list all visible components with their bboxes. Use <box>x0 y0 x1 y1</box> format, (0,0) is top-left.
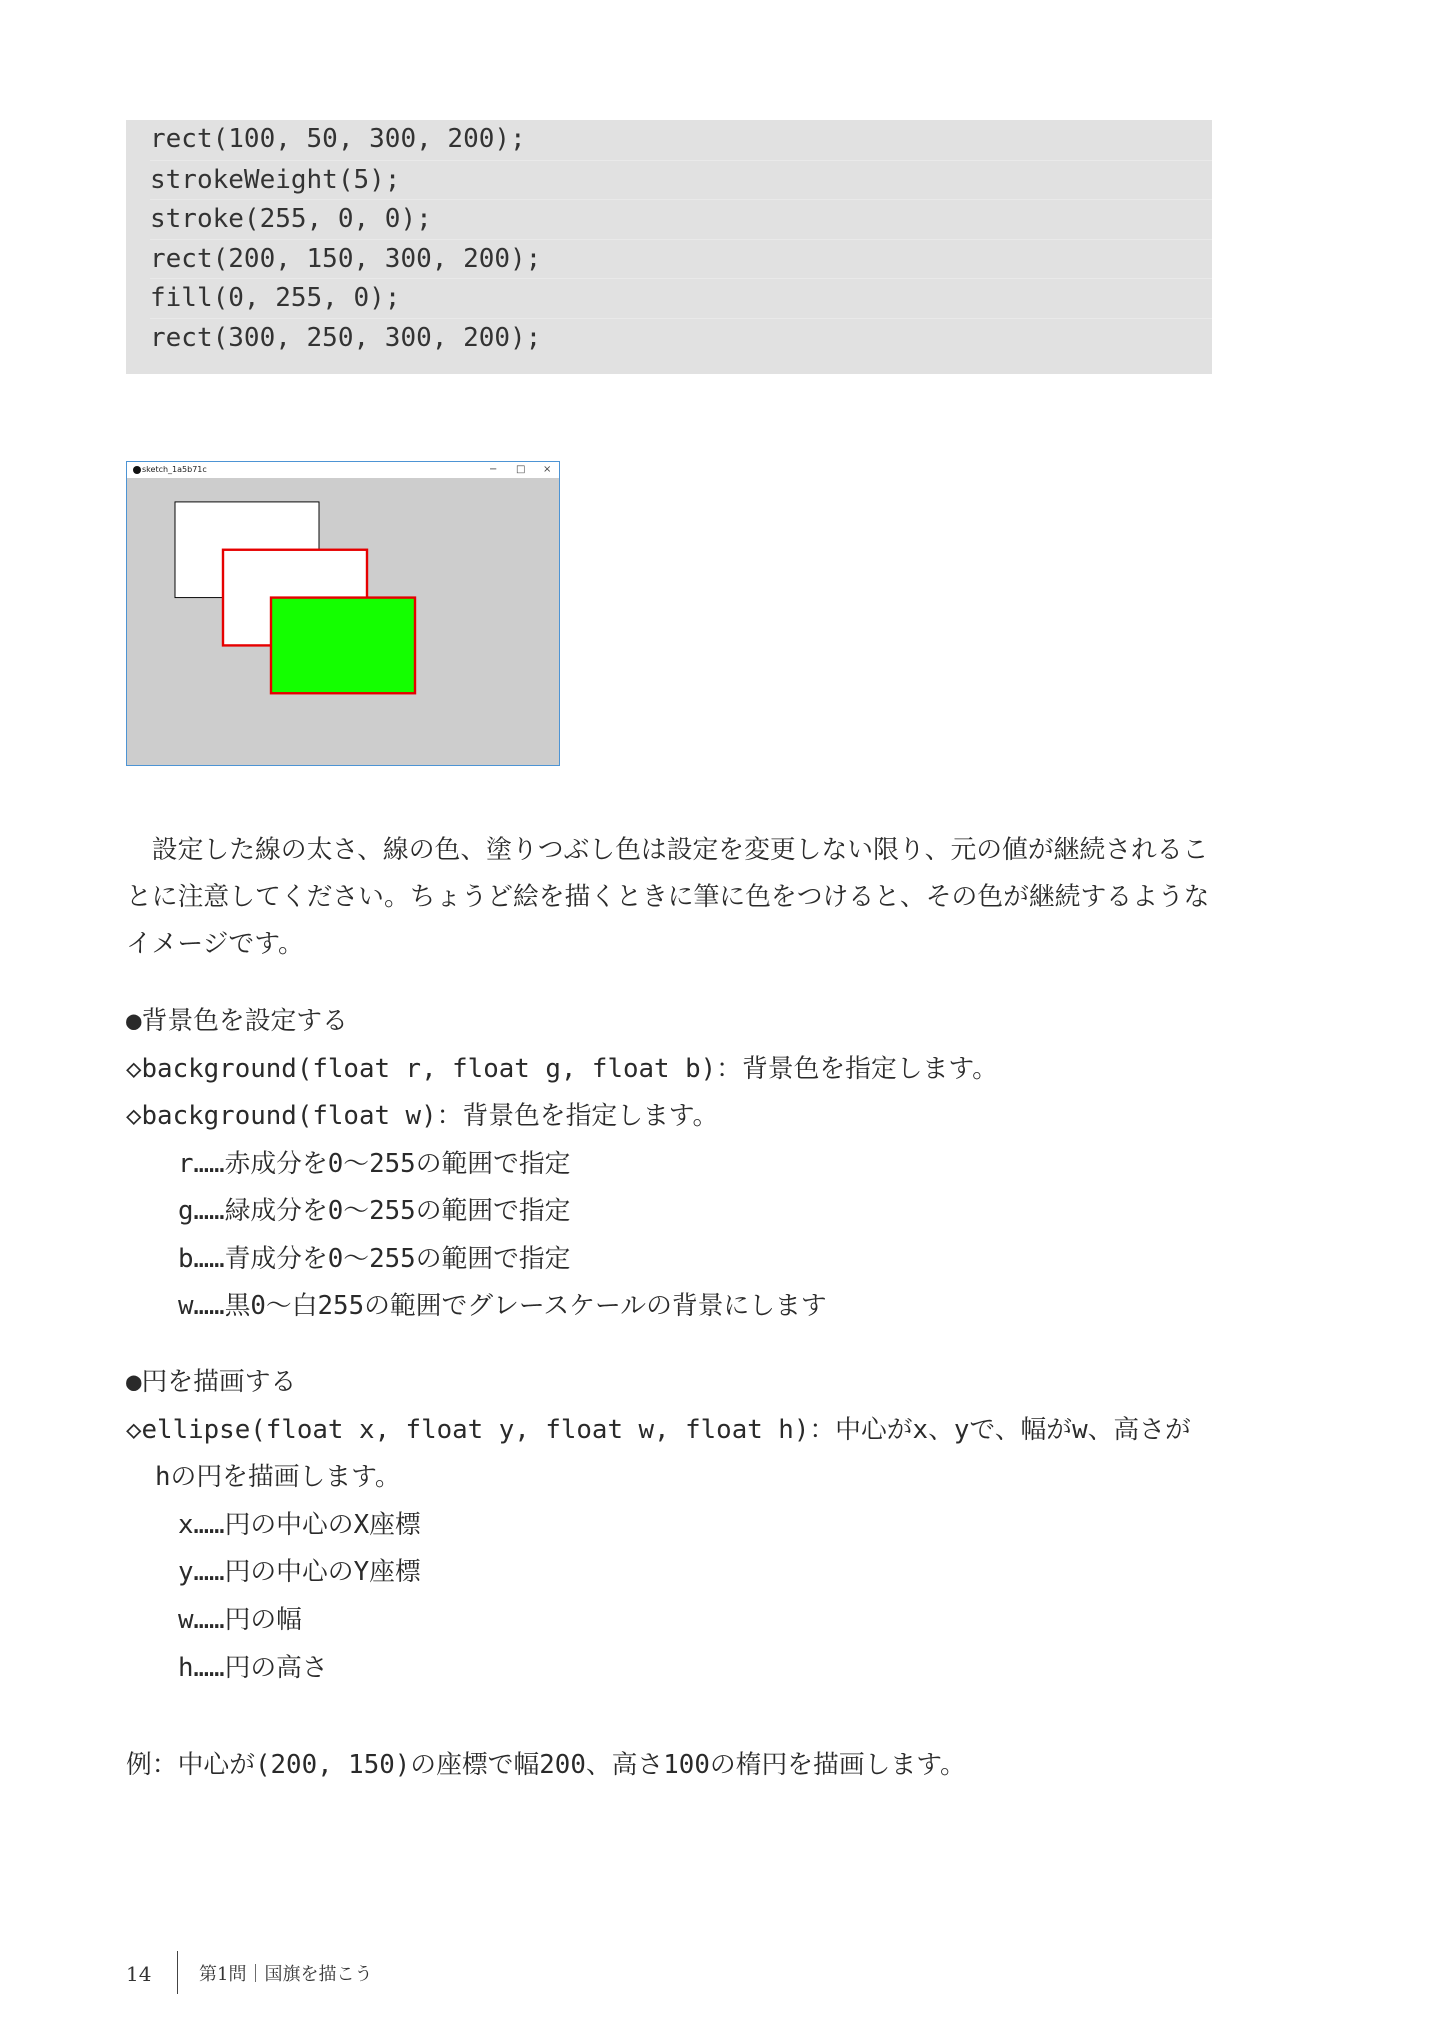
sketch-canvas <box>127 478 559 765</box>
code-line: stroke(255, 0, 0); <box>150 199 1212 239</box>
parameter-description: w……黒0～白255の範囲でグレースケールの背景にします <box>178 1291 827 1321</box>
chapter-title: 第1問｜国旗を描こう <box>199 1964 373 1985</box>
section-heading: ●背景色を設定する <box>126 1006 348 1036</box>
close-icon: × <box>543 464 552 475</box>
function-signature: ◇ellipse(float x, float y, float w, float h)：中心がx、yで、幅がw、高さが <box>126 1414 1191 1445</box>
function-signature: ◇background(float r, float g, float b)：背景色を指定します。 <box>126 1053 998 1084</box>
code-block <box>126 120 1212 374</box>
page-number: 14 <box>126 1962 152 1986</box>
example-text: 例：中心が(200, 150)の座標で幅200、高さ100の楕円を描画します。 <box>126 1750 966 1780</box>
function-signature-continued: hの円を描画します。 <box>155 1462 401 1493</box>
parameter-description: y……円の中心のY座標 <box>178 1557 421 1588</box>
paragraph-line: とに注意してください。ちょうど絵を描くときに筆に色をつけると、その色が継続するような <box>126 882 1210 912</box>
paragraph-line: 設定した線の太さ、線の色、塗りつぶし色は設定を変更しない限り、元の値が継続されるこ <box>151 835 1209 865</box>
section-heading: ●円を描画する <box>126 1367 297 1397</box>
sketch-window-screenshot <box>126 461 560 766</box>
code-line: strokeWeight(5); <box>150 160 1212 200</box>
maximize-icon: □ <box>516 464 526 475</box>
ellipse-section <box>126 1359 1191 1692</box>
rect-green-red-stroke <box>271 598 415 694</box>
parameter-description: r……赤成分を0～255の範囲で指定 <box>178 1148 571 1179</box>
parameter-description: w……円の幅 <box>178 1604 302 1635</box>
window-title: sketch_1a5b71c <box>142 465 207 474</box>
code-line: rect(300, 250, 300, 200); <box>150 318 1212 358</box>
parameter-description: h……円の高さ <box>178 1652 328 1683</box>
function-signature: ◇background(float w)：背景色を指定します。 <box>126 1101 719 1131</box>
parameter-description: b……青成分を0～255の範囲で指定 <box>178 1243 571 1274</box>
window-titlebar <box>127 462 559 478</box>
parameter-description: x……円の中心のX座標 <box>178 1509 421 1540</box>
explanation-paragraph <box>126 827 1209 968</box>
paragraph-line: イメージです。 <box>126 929 304 959</box>
code-line: rect(200, 150, 300, 200); <box>150 239 1212 279</box>
code-line: rect(100, 50, 300, 200); <box>150 124 526 154</box>
minimize-icon: − <box>489 464 498 475</box>
footer-divider <box>177 1951 178 1994</box>
background-section <box>126 998 998 1331</box>
parameter-description: g……緑成分を0～255の範囲で指定 <box>178 1196 571 1226</box>
code-line: fill(0, 255, 0); <box>150 278 1212 318</box>
processing-icon <box>133 466 141 474</box>
